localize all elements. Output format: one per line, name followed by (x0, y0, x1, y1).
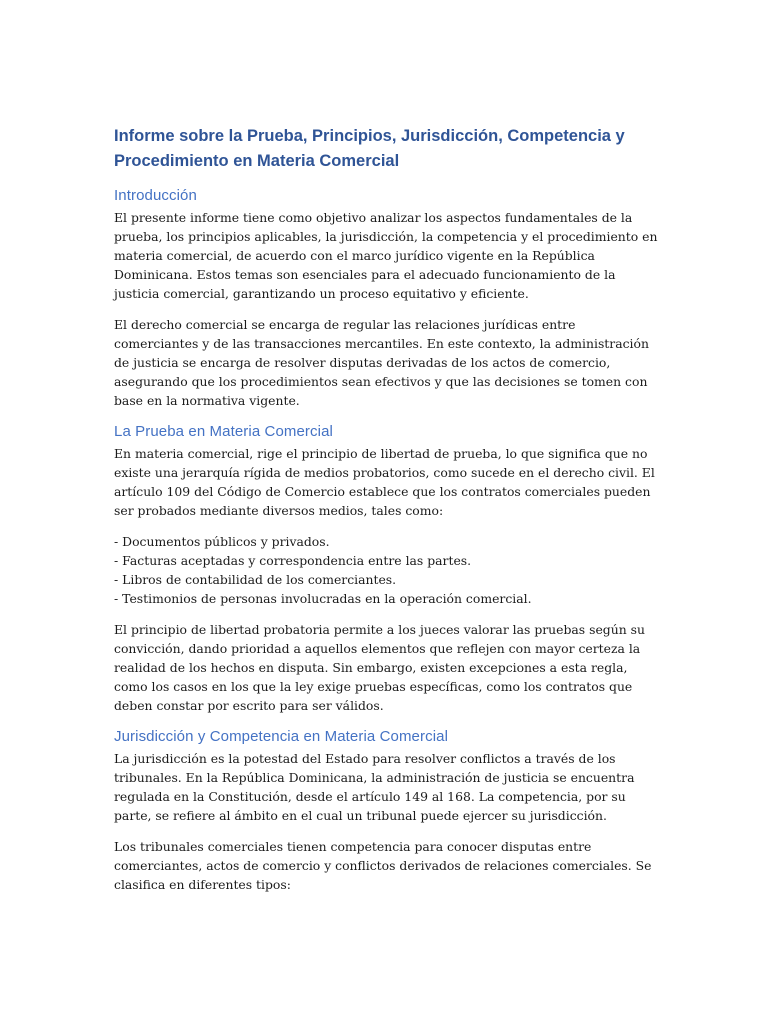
list-item: - Facturas aceptadas y correspondencia entre las partes. (114, 551, 659, 570)
list-item: - Testimonios de personas involucradas en la operación comercial. (114, 589, 659, 608)
evidence-list (114, 532, 659, 608)
paragraph-prueba-2: El principio de libertad probatoria permite a los jueces valorar las pruebas según su convicción, dando prioridad a aquellos elementos que reflejen con mayor certeza la realidad de los hechos en disputa. Sin embargo, existen excepciones a esta regla, como los casos en los que la ley exige pruebas específicas, como los contratos que deben constar por escrito para ser válidos. (114, 622, 645, 713)
section-prueba (114, 422, 659, 715)
section-jurisdiccion (114, 727, 659, 894)
paragraph-prueba-1: En materia comercial, rige el principio de libertad de prueba, lo que significa que no existe una jerarquía rígida de medios probatorios, como sucede en el derecho civil. El artículo 109 del Código de Comercio establece que los contratos comerciales pueden ser probados mediante diversos medios, tales como: (114, 446, 655, 518)
section-introduccion (114, 186, 659, 410)
paragraph-intro-1: El presente informe tiene como objetivo analizar los aspectos fundamentales de la prueba, los principios aplicables, la jurisdicción, la competencia y el procedimiento en materia comercial, de acuerdo con el marco jurídico vigente en la República Dominicana. Estos temas son esenciales para el adecuado funcionamiento de la justicia comercial, garantizando un proceso equitativo y eficiente. (114, 210, 658, 301)
section-heading-prueba: La Prueba en Materia Comercial (114, 423, 333, 440)
paragraph-jurisdiccion-1: La jurisdicción es la potestad del Estado para resolver conflictos a través de los tribunales. En la República Dominicana, la administración de justicia se encuentra regulada en la Constitución, desde el artículo 149 al 168. La competencia, por su parte, se refiere al ámbito en el cual un tribunal puede ejercer su jurisdicción. (114, 751, 635, 823)
document-title: Informe sobre la Prueba, Principios, Jurisdicción, Competencia y Procedimiento en Materia Comercial (114, 127, 625, 170)
list-item: - Documentos públicos y privados. (114, 532, 659, 551)
paragraph-jurisdiccion-2: Los tribunales comerciales tienen competencia para conocer disputas entre comerciantes, actos de comercio y conflictos derivados de relaciones comerciales. Se clasifica en diferentes tipos: (114, 839, 652, 892)
list-item: - Libros de contabilidad de los comerciantes. (114, 570, 659, 589)
document-page (114, 120, 659, 906)
paragraph-intro-2: El derecho comercial se encarga de regular las relaciones jurídicas entre comerciantes y de las transacciones mercantiles. En este contexto, la administración de justicia se encarga de resolver disputas derivadas de los actos de comercio, asegurando que los procedimientos sean efectivos y que las decisiones se tomen con base en la normativa vigente. (114, 317, 649, 408)
section-heading-jurisdiccion: Jurisdicción y Competencia en Materia Comercial (114, 728, 448, 745)
section-heading-introduccion: Introducción (114, 187, 197, 204)
